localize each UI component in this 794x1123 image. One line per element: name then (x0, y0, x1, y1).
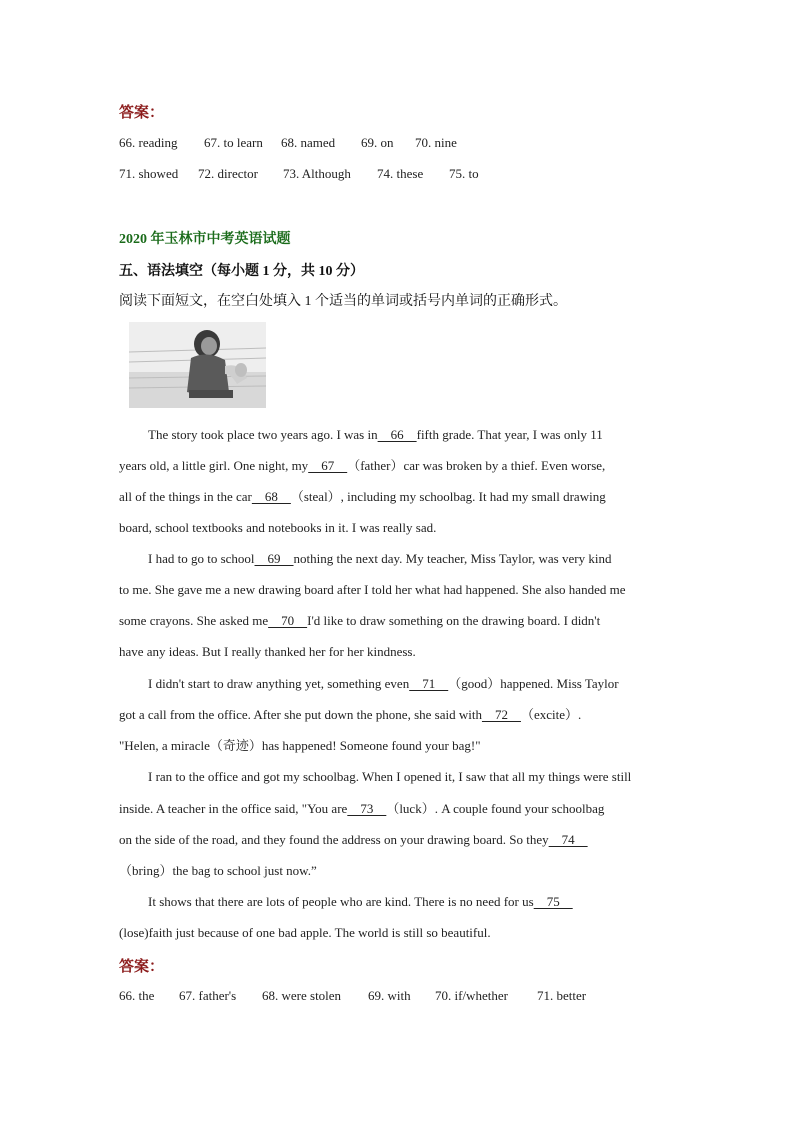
blank-71: 71 (409, 676, 449, 691)
passage-line: have any ideas. But I really thanked her for her kindness. (119, 644, 416, 659)
section-heading: 五、语法填空（每小题 1 分，共 10 分） (119, 264, 364, 279)
passage-line: The story took place two years ago. I was in 66 fifth grade. That year, I was only 11 (148, 427, 603, 442)
blank-70: 70 (268, 613, 308, 628)
answer-item: 68. named (281, 135, 336, 150)
answer-item: 67. father's (179, 988, 237, 1003)
passage-line: years old, a little girl. One night, my 67 （father）car was broken by a thief. Even worse, (119, 458, 606, 473)
passage-line: I ran to the office and got my schoolbag. When I opened it, I saw that all my things were still (148, 769, 632, 784)
answer-item: 68. were stolen (262, 988, 342, 1003)
answer-item: 74. these (377, 166, 424, 181)
answer-item: 70. if/whether (435, 988, 508, 1003)
passage-line: on the side of the road, and they found the address on your drawing board. So they 74 (119, 832, 588, 847)
answer-item: 73. Although (283, 166, 351, 181)
blank-74: 74 (548, 832, 588, 847)
answer-item: 71. showed (119, 166, 179, 181)
passage-line: "Helen, a miracle（奇迹）has happened! Someone found your bag!" (119, 738, 481, 753)
passage-line: board, school textbooks and notebooks in it. I was really sad. (119, 520, 437, 535)
blank-72: 72 (481, 707, 521, 722)
blank-67: 67 (308, 458, 348, 473)
blank-68: 68 (251, 489, 291, 504)
passage-line: to me. She gave me a new drawing board after I told her what had happened. She also handed me (119, 582, 626, 597)
answer-item: 66. the (119, 988, 155, 1003)
passage-line: (lose)faith just because of one bad apple. The world is still so beautiful. (119, 925, 491, 940)
passage-line: inside. A teacher in the office said, "You are 73 （luck）. A couple found your schoolbag (119, 801, 605, 816)
answer-item: 75. to (449, 166, 479, 181)
answer-row-1 (119, 135, 539, 153)
passage-line: all of the things in the car 68 （steal）, including my schoolbag. It had my small drawing (119, 489, 606, 504)
blank-75: 75 (533, 894, 573, 909)
exam-title: 2020 年玉林市中考英语试题 (119, 232, 291, 247)
answer-item: 69. on (361, 135, 394, 150)
blank-69: 69 (254, 551, 294, 566)
answer-item: 70. nine (415, 135, 457, 150)
blank-66: 66 (377, 427, 417, 442)
passage-line: some crayons. She asked me 70 I'd like to draw something on the drawing board. I didn't (119, 613, 601, 628)
answer-item: 71. better (537, 988, 587, 1003)
answer-item: 67. to learn (204, 135, 263, 150)
passage-line: It shows that there are lots of people who are kind. There is no need for us 75 (148, 894, 573, 909)
answer-heading-bottom: 答案： (119, 959, 165, 975)
answer-row-bottom (119, 988, 619, 1006)
answer-item: 66. reading (119, 135, 178, 150)
passage-line: I had to go to school 69 nothing the next day. My teacher, Miss Taylor, was very kind (148, 551, 612, 566)
answer-item: 69. with (368, 988, 411, 1003)
answer-item: 72. director (198, 166, 258, 181)
instruction-text: 阅读下面短文，在空白处填入 1 个适当的单词或括号内单词的正确形式。 (119, 294, 567, 309)
passage-line: got a call from the office. After she put down the phone, she said with 72 （excite）. (119, 707, 582, 722)
illustration-photo (129, 322, 266, 408)
passage-line: I didn't start to draw anything yet, something even 71 （good）happened. Miss Taylor (148, 676, 619, 691)
answer-heading-top: 答案： (119, 105, 165, 121)
passage-line: （bring）the bag to school just now.” (119, 863, 317, 878)
blank-73: 73 (347, 801, 387, 816)
answer-row-2 (119, 166, 539, 184)
